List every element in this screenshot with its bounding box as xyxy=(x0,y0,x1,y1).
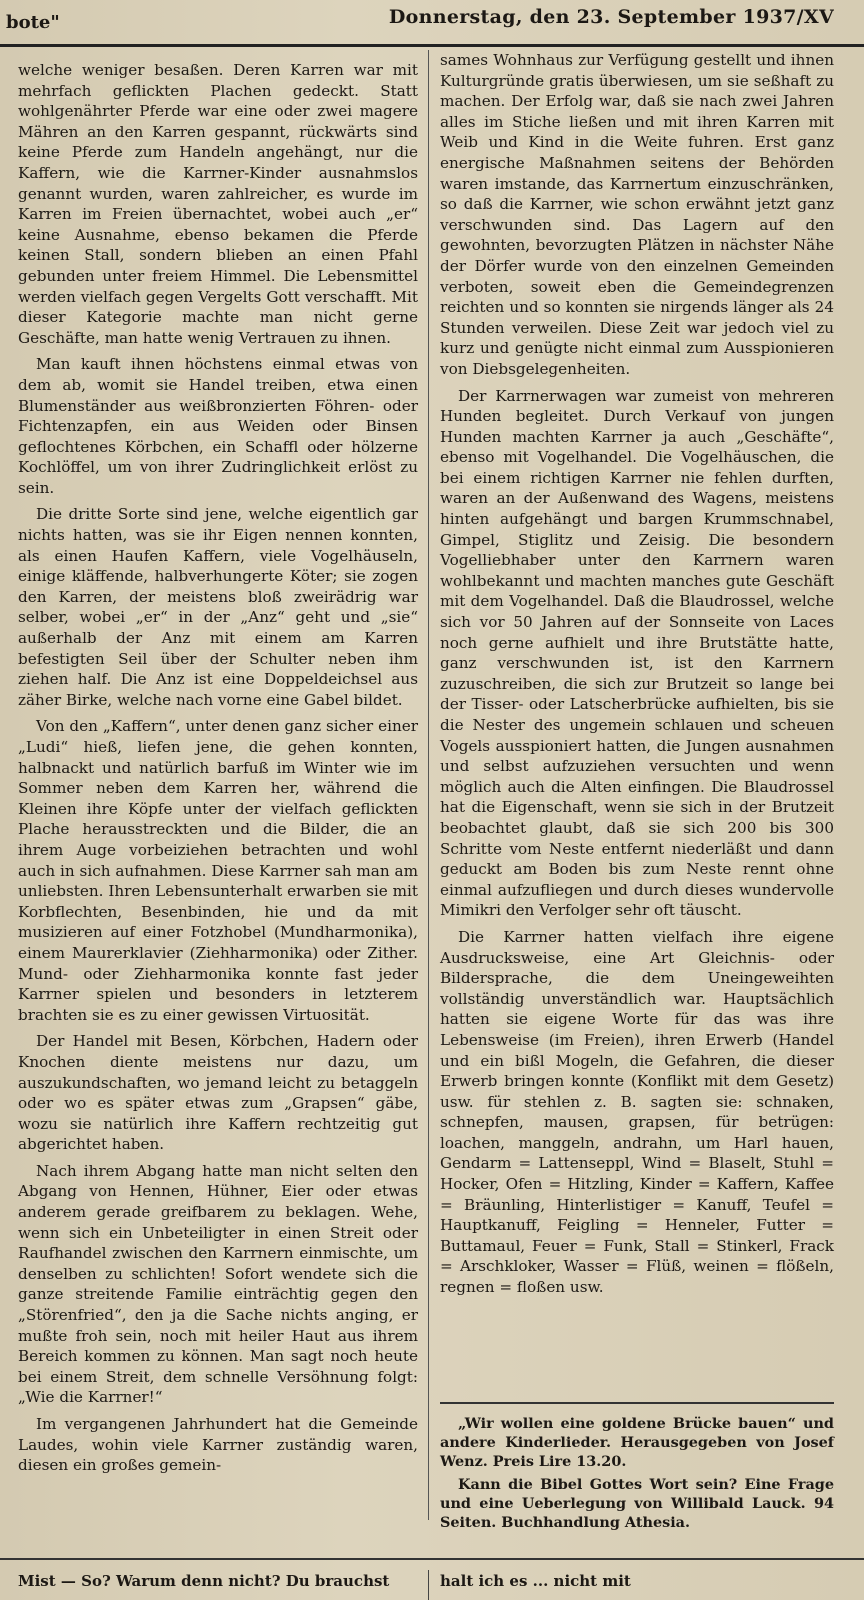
masthead xyxy=(0,0,864,47)
article-paragraph: Die Karrner hatten vielfach ihre eigene Ausdrucksweise, eine Art Gleichnis- oder Bildersprache, die dem Uneingeweihten vollständig unverständlich war. Hauptsächlich hatten sie eigene Worte für das was ihre Lebensweise (im Freien), ihren Erwerb (Handel und ein bißl Mogeln, die Gefahren, die dieser Erwerb bringen konnte (Konflikt mit dem Gesetz) usw. für stehlen z. B. sagten sie: schnaken, schnepfen, mausen, grapsen, für betrügen: loachen, manggeln, andrahn, um Harl hauen, Gendarm = Lattenseppl, Wind = Blaselt, Stuhl = Hocker, Ofen = Hitzling, Kinder = Kaffern, Kaffee = Bräunling, Hinterlistiger = Kanuff, Teufel = Hauptkanuff, Feigling = Henneler, Futter = Buttamaul, Feuer = Funk, Stall = Stinkerl, Frack = Arschkloker, Wasser = Flüß, weinen = flößeln, regnen = floßen usw. xyxy=(440,927,834,1297)
article-paragraph: Die dritte Sorte sind jene, welche eigentlich gar nichts hatten, was sie ihr Eigen nennen konnten, als einen Haufen Kaffern, viele Vogelhäuseln, einige kläffende, halbverhungerte Köter; sie zogen den Karren, der meistens bloß zweirädrig war selber, wobei „er“ in der „Anz“ geht und „sie“ außerhalb der Anz mit einem am Karren befestigten Seil über der Schulter neben ihm ziehen half. Die Anz ist eine Doppeldeichsel aus zäher Birke, welche nach vorne eine Gabel bildet. xyxy=(18,505,418,709)
dateline: Donnerstag, den 23. September 1937/XV xyxy=(388,6,834,28)
article-paragraph: sames Wohnhaus zur Verfügung gestellt und ihnen Kulturgründe gratis überwiesen, um sie seßhaft zu machen. Der Erfolg war, daß sie nach zwei Jahren alles im Stiche ließen und mit ihren Karren mit Weib und Kind in die Weite fuhren. Erst ganz energische Maßnahmen seitens der Behörden waren imstande, das Karrnertum einzuschränken, so daß die Karrner, wie schon erwähnt jetzt ganz verschwunden sind. Das Lagern auf den gewohnten, bevorzugten Plätzen in nächster Nähe der Dörfer wurde von den einzelnen Gemeinden verboten, soweit eben die Gemeindegrenzen reichten und so konnten sie nirgends länger als 24 Stunden verweilen. Diese Zeit war jedoch viel zu kurz und genügte nicht einmal zum Ausspionieren von Diebsgelegenheiten. xyxy=(440,51,834,378)
right-column xyxy=(440,50,834,1304)
bottom-rule xyxy=(0,1558,864,1560)
article-paragraph: Der Handel mit Besen, Körbchen, Hadern oder Knochen diente meistens nur dazu, um auszukundschaften, wo jemand leicht zu betaggeln oder wo es später etwas zum „Grapsen“ gäbe, wozu sie natürlich ihre Kaffern rechtzeitig gut abgerichtet haben. xyxy=(18,1032,418,1154)
book-notice: „Wir wollen eine goldene Brücke bauen“ und andere Kinderlieder. Herausgegeben von Josef Wenz. Preis Lire 13.20. xyxy=(440,1415,834,1470)
article-paragraph: Von den „Kaffern“, unter denen ganz sicher einer „Ludi“ hieß, liefen jene, die gehen konnten, halbnackt und natürlich barfuß im Winter wie im Sommer neben dem Karren her, während die Kleinen ihre Köpfe unter der vielfach geflickten Plache herausstreckten und die Bilder, die an ihrem Auge vorbeiziehen betrachten und wohl auch in sich aufnahmen. Diese Karrner sah man am unliebsten. Ihren Lebensunterhalt erwarben sie mit Korbflechten, Besenbinden, hie und da mit musizieren auf einer Fotzhobel (Mundharmonika), einem Maurerklavier (Ziehharmonika) oder Zither. Mund- oder Ziehharmonika konnte fast jeder Karrner spielen und besonders in letzterem brachten sie es zu einer gewissen Virtuosität. xyxy=(18,717,418,1024)
column-divider xyxy=(428,50,429,1520)
masthead-fragment: bote" xyxy=(6,12,60,33)
footer-left-fragment: Mist — So? Warum denn nicht? Du brauchst xyxy=(18,1572,390,1590)
book-notices xyxy=(440,1402,834,1536)
book-notice: Kann die Bibel Gottes Wort sein? Eine Frage und eine Ueberlegung von Willibald Lauck. 94 Seiten. Buchhandlung Athesia. xyxy=(440,1476,834,1531)
footer-strip xyxy=(0,1570,864,1600)
article-paragraph: Der Karrnerwagen war zumeist von mehreren Hunden begleitet. Durch Verkauf von jungen Hunden machten Karrner ja auch „Geschäfte“, ebenso mit Vogelhandel. Die Vogelhäuschen, die bei einem richtigen Karrner nie fehlen durften, waren an der Außenwand des Wagens, meistens hinten aufgehängt und bargen Krummschnabel, Gimpel, Stiglitz und Zeisig. Die besondern Vogelliebhaber unter den Karrnern waren wohlbekannt und machten manches gute Geschäft mit dem Vogelhandel. Daß die Blaudrossel, welche sich vor 50 Jahren auf der Sonnseite von Laces noch gerne aufhielt und ihre Brutstätte hatte, ganz verschwunden ist, ist den Karrnern zuzuschreiben, die sich zur Brutzeit so lange bei der Tisser- oder Latscherbrücke aufhielten, bis sie die Nester des ungemein schlauen und scheuen Vogels ausspioniert hatten, die Jungen ausnahmen und selbst aufzuziehen versuchten und wenn möglich auch die Alten einfingen. Die Blaudrossel hat die Eigenschaft, wenn sie sich in der Brutzeit beobachtet glaubt, daß sie sich 200 bis 300 Schritte vom Neste entfernt niederläßt und dann geduckt am Boden bis zum Neste rennt ohne einmal aufzufliegen und durch dieses wundervolle Mimikri den Verfolger sehr oft täuscht. xyxy=(440,386,834,920)
footer-right-fragment: halt ich es ... nicht mit xyxy=(440,1572,631,1590)
article-paragraph: Nach ihrem Abgang hatte man nicht selten den Abgang von Hennen, Hühner, Eier oder etwas anderem gerade greifbarem zu beklagen. Wehe, wenn sich ein Unbeteiligter in einen Streit oder Raufhandel zwischen den Karrnern einmischte, um denselben zu schlichten! Sofort wendete sich die ganze streitende Familie einträchtig gegen den „Störenfried“, den ja die Sache nichts anging, er mußte froh sein, noch mit heiler Haut aus ihrem Bereich kommen zu können. Man sagt noch heute bei einem Streit, dem schnelle Versöhnung folgt: „Wie die Karrner!“ xyxy=(18,1161,418,1407)
article-paragraph: Man kauft ihnen höchstens einmal etwas von dem ab, womit sie Handel treiben, etwa einen Blumenständer aus weißbronzierten Föhren- oder Fichtenzapfen, ein aus Weiden oder Binsen geflochtenes Körbchen, ein Schaffl oder hölzerne Kochlöffel, um von ihrer Zudringlichkeit erlöst zu sein. xyxy=(18,355,418,497)
article-paragraph: welche weniger besaßen. Deren Karren war mit mehrfach geflickten Plachen gedeckt. Statt wohlgenährter Pferde war eine oder zwei magere Mähren an den Karren gespannt, rückwärts sind keine Pferde zum Handeln angehängt, nur die Kaffern, wie die Karrner-Kinder ausnahmslos genannt wurden, waren zahlreicher, es wurde im Karren im Freien übernachtet, wobei auch „er“ keine Ausnahme, ebenso bekamen die Pferde keinen Stall, sondern blieben an einen Pfahl gebunden unter freiem Himmel. Die Lebensmittel werden vielfach gegen Vergelts Gott verschafft. Mit dieser Kategorie machte man nicht gerne Geschäfte, man hatte wenig Vertrauen zu ihnen. xyxy=(18,61,418,347)
left-column xyxy=(18,60,418,1482)
article-paragraph: Im vergangenen Jahrhundert hat die Gemeinde Laudes, wohin viele Karrner zuständig waren, diesen ein großes gemein- xyxy=(18,1415,418,1475)
footer-divider xyxy=(428,1570,429,1600)
